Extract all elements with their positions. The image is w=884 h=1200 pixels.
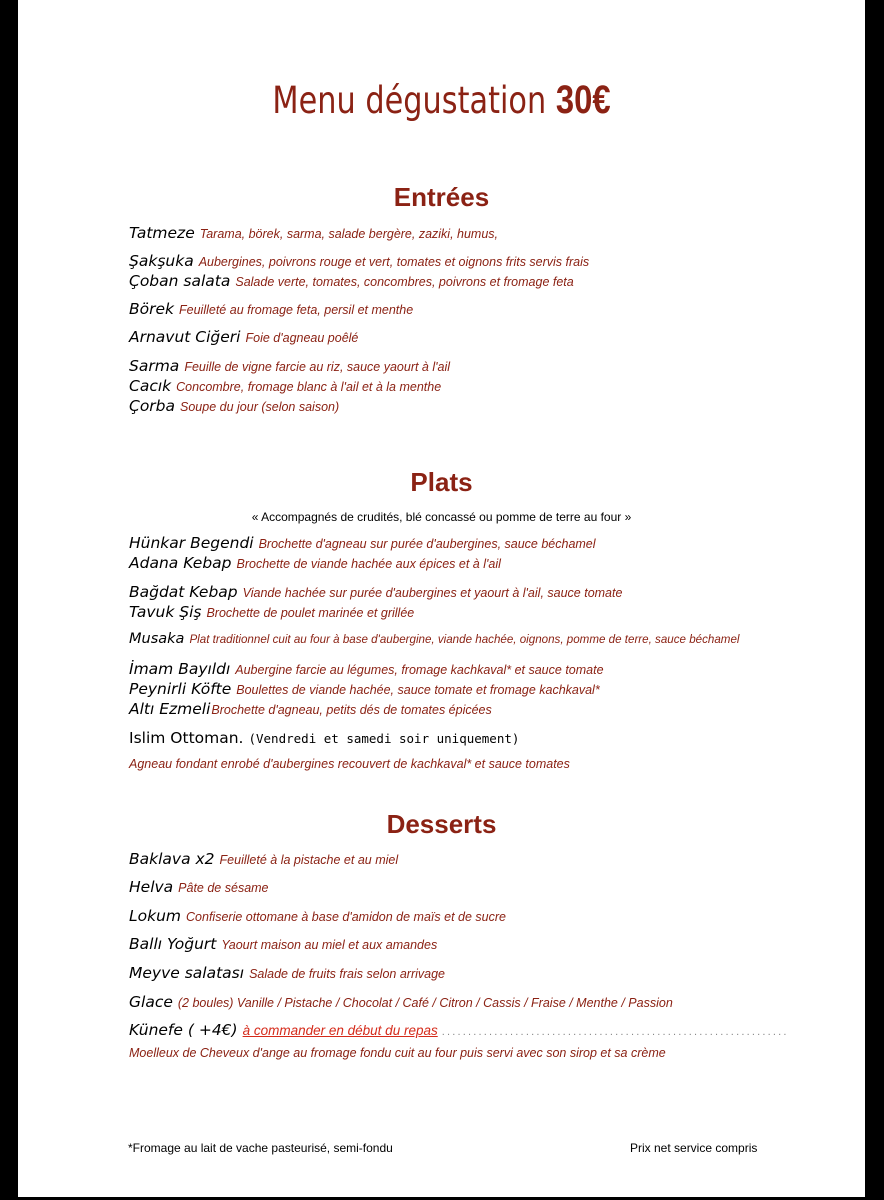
item-description: Moelleux de Cheveux d'ange au fromage fondu cuit au four puis servi avec son sirop et sa crème xyxy=(129,1046,666,1060)
menu-item xyxy=(129,252,589,270)
item-description: Viande hachée sur purée d'aubergines et yaourt à l'ail, sauce tomate xyxy=(242,586,623,600)
menu-item xyxy=(129,224,498,242)
menu-item xyxy=(129,272,574,290)
menu-item xyxy=(129,660,604,678)
menu-item xyxy=(129,328,358,346)
item-description: Concombre, fromage blanc à l'ail et à la menthe xyxy=(176,380,442,394)
menu-item xyxy=(129,878,269,896)
item-name: Bağdat Kebap xyxy=(129,583,238,601)
menu-item xyxy=(129,700,492,718)
item-name: Çoban salata xyxy=(129,272,231,290)
item-name: Tatmeze xyxy=(129,224,195,242)
menu-item xyxy=(129,583,622,601)
menu-item-kunefe xyxy=(129,1021,789,1039)
menu-item xyxy=(129,964,445,982)
item-name: Peynirli Köfte xyxy=(129,680,232,698)
item-description: Boulettes de viande hachée, sauce tomate et fromage kachkaval* xyxy=(236,683,600,697)
menu-item xyxy=(129,603,414,621)
menu-item xyxy=(129,534,596,552)
menu-item xyxy=(129,300,413,318)
item-description: Brochette de poulet marinée et grillée xyxy=(206,606,415,620)
item-description: Salade de fruits frais selon arrivage xyxy=(249,967,445,981)
item-name: Cacık xyxy=(129,377,172,395)
item-name: Arnavut Ciğeri xyxy=(129,328,241,346)
item-description: Plat traditionnel cuit au four à base d'aubergine, viande hachée, oignons, pomme de terre, sauce béchamel xyxy=(189,633,740,646)
item-description: Foie d'agneau poêlé xyxy=(245,331,359,345)
item-name: Ballı Yoğurt xyxy=(129,935,217,953)
menu-item xyxy=(129,357,450,375)
item-description: Pâte de sésame xyxy=(178,881,269,895)
item-description: Brochette d'agneau, petits dés de tomates épicées xyxy=(211,703,492,717)
item-name: Sarma xyxy=(129,357,180,375)
item-description: Soupe du jour (selon saison) xyxy=(180,400,340,414)
item-description: Aubergines, poivrons rouge et vert, tomates et oignons frits servis frais xyxy=(198,255,590,269)
item-description: Aubergine farcie au légumes, fromage kachkaval* et sauce tomate xyxy=(235,663,604,677)
menu-item xyxy=(129,680,600,698)
section-heading-entrees: Entrées xyxy=(393,182,490,212)
menu-title xyxy=(94,78,789,123)
menu-page xyxy=(18,0,865,1197)
menu-item xyxy=(129,631,739,647)
item-description: Confiserie ottomane à base d'amidon de maïs et de sucre xyxy=(186,910,506,924)
menu-item xyxy=(129,554,501,572)
item-name: Künefe ( +4€) xyxy=(129,1021,238,1039)
item-description: Feuille de vigne farcie au riz, sauce yaourt à l'ail xyxy=(184,360,451,374)
menu-item xyxy=(129,907,506,925)
dotted-leader: .................................................................. xyxy=(441,1026,789,1038)
menu-item xyxy=(129,935,437,953)
item-name: İmam Bayıldı xyxy=(129,660,231,678)
menu-item xyxy=(129,397,339,415)
item-name: Adana Kebap xyxy=(129,554,232,572)
item-name: Musaka xyxy=(129,631,185,647)
item-name: Baklava x2 xyxy=(129,850,215,868)
item-name: Meyve salatası xyxy=(129,964,245,982)
item-description: Feuilleté au fromage feta, persil et menthe xyxy=(179,303,414,317)
menu-title-text: Menu dégustation xyxy=(272,79,547,122)
item-name: Altı Ezmeli xyxy=(129,700,211,718)
item-name: Tavuk Şiş xyxy=(129,603,202,621)
item-name: Çorba xyxy=(129,397,176,415)
menu-item xyxy=(129,377,441,395)
item-name: Hünkar Begendi xyxy=(129,534,254,552)
item-description: Tarama, börek, sarma, salade bergère, zaziki, humus, xyxy=(199,227,499,241)
item-description: Yaourt maison au miel et aux amandes xyxy=(221,938,438,952)
footer-price-note: Prix net service compris xyxy=(630,1141,758,1155)
section-heading-plats: Plats xyxy=(410,467,473,497)
menu-price: 30€ xyxy=(555,78,611,122)
menu-item xyxy=(129,993,673,1011)
menu-item-special xyxy=(129,729,519,747)
section-heading-desserts: Desserts xyxy=(386,809,497,839)
footer-allergen-note: *Fromage au lait de vache pasteurisé, semi-fondu xyxy=(128,1141,393,1155)
item-name: Börek xyxy=(129,300,175,318)
menu-item xyxy=(129,850,398,868)
item-description: Agneau fondant enrobé d'aubergines recouvert de kachkaval* et sauce tomates xyxy=(129,757,570,771)
item-name: Lokum xyxy=(129,907,182,925)
item-description: Brochette d'agneau sur purée d'aubergines, sauce béchamel xyxy=(258,537,596,551)
plats-note: « Accompagnés de crudités, blé concassé ou pomme de terre au four » xyxy=(251,510,632,524)
item-name: Islim Ottoman. xyxy=(129,729,244,747)
item-description: (2 boules) Vanille / Pistache / Chocolat / Café / Citron / Cassis / Fraise / Menthe / Passion xyxy=(177,996,673,1010)
item-description: Feuilleté à la pistache et au miel xyxy=(219,853,399,867)
item-name: Glace xyxy=(129,993,173,1011)
item-description: Brochette de viande hachée aux épices et à l'ail xyxy=(236,557,501,571)
order-note: à commander en début du repas xyxy=(242,1023,438,1038)
item-name: Helva xyxy=(129,878,174,896)
item-description: Salade verte, tomates, concombres, poivrons et fromage feta xyxy=(235,275,574,289)
item-name: Şakşuka xyxy=(129,252,194,270)
item-availability-note: (Vendredi et samedi soir uniquement) xyxy=(248,731,520,746)
